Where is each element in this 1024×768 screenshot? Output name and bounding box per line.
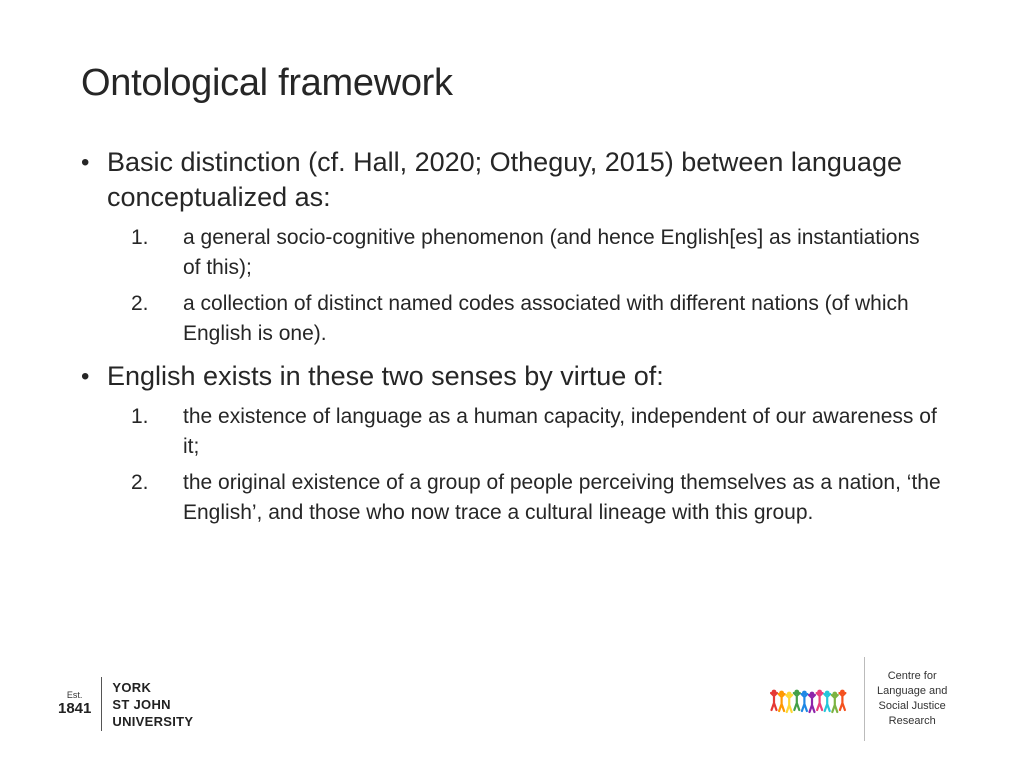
item-text: a collection of distinct named codes associated with different nations (of which English is one). xyxy=(183,292,909,345)
figure-person xyxy=(786,692,792,712)
figures-graphic xyxy=(770,684,850,714)
item-number: 1. xyxy=(131,226,149,249)
item-number: 2. xyxy=(131,471,149,494)
figure-person xyxy=(839,690,845,710)
university-name xyxy=(112,679,193,730)
figure-person xyxy=(809,692,815,712)
slide-title: Ontological framework xyxy=(81,62,453,104)
centre-name xyxy=(877,669,947,729)
logo-divider xyxy=(864,657,865,741)
logo-divider xyxy=(101,677,102,731)
university-line-2: ST JOHN xyxy=(112,696,171,712)
centre-line-3: Social Justice xyxy=(878,700,946,712)
people-figures-icon xyxy=(770,684,850,714)
item-text: a general socio-cognitive phenomenon (and hence English[es] as instantiations of this); xyxy=(183,226,920,279)
item-text: the existence of language as a human capacity, independent of our awareness of it; xyxy=(183,405,937,458)
est-year: 1841 xyxy=(58,700,92,717)
centre-line-4: Research xyxy=(888,715,936,727)
est-label: Est. xyxy=(66,690,83,700)
figure-person xyxy=(779,691,785,711)
figure-person xyxy=(824,691,830,711)
item-number: 1. xyxy=(131,405,149,428)
figure-person xyxy=(771,690,777,710)
york-st-john-logo xyxy=(58,676,193,732)
figure-person xyxy=(794,690,800,710)
item-text: the original existence of a group of people perceiving themselves as a nation, ‘the English’, and those who now trace a cultural lineage with this group. xyxy=(183,471,941,524)
centre-line-1: Centre for xyxy=(887,670,937,682)
slide-body xyxy=(81,145,941,534)
centre-line-2: Language and xyxy=(877,685,948,697)
numbered-item xyxy=(81,402,941,462)
numbered-item xyxy=(81,289,941,349)
research-centre-logo xyxy=(770,656,947,742)
figure-person xyxy=(801,691,807,711)
university-line-3: UNIVERSITY xyxy=(112,713,194,729)
figure-person xyxy=(817,690,823,710)
bullet-item: • English exists in these two senses by virtue of: xyxy=(81,359,941,394)
item-number: 2. xyxy=(131,292,149,315)
numbered-item xyxy=(81,223,941,283)
university-line-1: YORK xyxy=(112,679,152,695)
bullet-item: • Basic distinction (cf. Hall, 2020; Otheguy, 2015) between language conceptualized as: xyxy=(81,145,941,215)
numbered-item xyxy=(81,468,941,528)
est-mark xyxy=(58,690,91,718)
figure-person xyxy=(832,692,838,712)
